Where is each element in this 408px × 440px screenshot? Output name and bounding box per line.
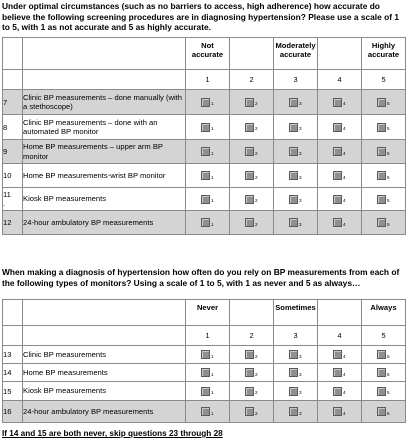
scale-number-4: 4 [318, 326, 362, 346]
checkbox-square-icon[interactable] [333, 368, 342, 377]
checkbox-square-icon[interactable] [201, 147, 210, 156]
rating-value: 3 [298, 353, 302, 359]
rating-value: 2 [254, 353, 258, 359]
rating-value: 4 [342, 198, 346, 204]
checkbox-square-icon[interactable] [377, 350, 386, 359]
scale-number-2: 2 [230, 70, 274, 90]
checkbox-square-icon[interactable] [201, 218, 210, 227]
rating-cell [230, 164, 274, 188]
rating-cell [274, 115, 318, 140]
scale-number-4: 4 [318, 70, 362, 90]
checkbox-square-icon[interactable] [289, 368, 298, 377]
blank-cell [23, 38, 186, 70]
rating-value: 1 [210, 410, 214, 416]
rating-cell [274, 364, 318, 382]
rating-cell [274, 188, 318, 211]
checkbox-square-icon[interactable] [289, 407, 298, 416]
question-label: Kiosk BP measurements [23, 382, 186, 401]
rating-cell [230, 188, 274, 211]
rating-cell [362, 401, 406, 423]
checkbox-square-icon[interactable] [333, 195, 342, 204]
rating-cell [362, 364, 406, 382]
rating-value: 4 [342, 174, 346, 180]
rating-cell [318, 164, 362, 188]
rating-cell [274, 211, 318, 235]
scale-number-row [3, 326, 406, 346]
rating-cell [274, 346, 318, 364]
scale-number-row [3, 70, 406, 90]
rating-value: 3 [298, 174, 302, 180]
question-row [3, 164, 406, 188]
question-number: 14 [3, 364, 23, 382]
rating-value: 1 [210, 390, 214, 396]
blank-cell [3, 300, 23, 326]
scale-number-1: 1 [186, 326, 230, 346]
rating-value: 2 [254, 126, 258, 132]
rating-cell [230, 211, 274, 235]
rating-value: 5 [386, 198, 390, 204]
rating-value: 3 [298, 390, 302, 396]
rating-value: 2 [254, 198, 258, 204]
rating-value: 3 [298, 371, 302, 377]
checkbox-square-icon[interactable] [333, 147, 342, 156]
checkbox-square-icon[interactable] [245, 387, 254, 396]
rating-cell [362, 90, 406, 115]
checkbox-square-icon[interactable] [333, 387, 342, 396]
checkbox-square-icon[interactable] [245, 218, 254, 227]
rating-value: 5 [386, 174, 390, 180]
checkbox-square-icon[interactable] [289, 123, 298, 132]
checkbox-square-icon[interactable] [377, 171, 386, 180]
rating-cell [318, 346, 362, 364]
rating-cell [362, 164, 406, 188]
question-number: 10 [3, 164, 23, 188]
checkbox-square-icon[interactable] [377, 98, 386, 107]
question-row [3, 211, 406, 235]
rating-value: 5 [386, 353, 390, 359]
question-number: 13 [3, 346, 23, 364]
checkbox-square-icon[interactable] [201, 387, 210, 396]
question-number: 15 [3, 382, 23, 401]
rating-value: 5 [386, 101, 390, 107]
rating-value: 4 [342, 390, 346, 396]
question-label: Kiosk BP measurements [23, 188, 186, 211]
rating-cell [274, 164, 318, 188]
rating-value: 1 [210, 174, 214, 180]
rating-cell [186, 164, 230, 188]
question-row [3, 382, 406, 401]
checkbox-square-icon[interactable] [377, 147, 386, 156]
checkbox-square-icon[interactable] [201, 98, 210, 107]
rating-cell [186, 346, 230, 364]
rating-value: 1 [210, 371, 214, 377]
rating-cell [318, 382, 362, 401]
blank-cell [23, 70, 186, 90]
rating-value: 3 [298, 101, 302, 107]
checkbox-square-icon[interactable] [289, 147, 298, 156]
checkbox-square-icon[interactable] [333, 171, 342, 180]
rating-value: 1 [210, 126, 214, 132]
rating-cell [362, 140, 406, 164]
checkbox-square-icon[interactable] [245, 368, 254, 377]
skip-instruction: If 14 and 15 are both never, skip questions 23 through 28 [2, 429, 223, 438]
rating-cell [318, 188, 362, 211]
question-number: 12 [3, 211, 23, 235]
blank-cell [23, 326, 186, 346]
checkbox-square-icon[interactable] [245, 98, 254, 107]
checkbox-square-icon[interactable] [201, 171, 210, 180]
rating-cell [274, 90, 318, 115]
question-label: Home BP measurements [23, 364, 186, 382]
rating-cell [230, 90, 274, 115]
question-label: Clinic BP measurements – done with an automated BP monitor [23, 115, 186, 140]
rating-value: 1 [210, 353, 214, 359]
scale-number-1: 1 [186, 70, 230, 90]
rating-value: 1 [210, 150, 214, 156]
rating-value: 5 [386, 390, 390, 396]
rating-value: 2 [254, 101, 258, 107]
rating-cell [362, 382, 406, 401]
checkbox-square-icon[interactable] [333, 407, 342, 416]
scale-number-5: 5 [362, 326, 406, 346]
rating-value: 5 [386, 410, 390, 416]
checkbox-square-icon[interactable] [289, 195, 298, 204]
question-row [3, 364, 406, 382]
rating-cell [186, 90, 230, 115]
rating-cell [186, 382, 230, 401]
rating-value: 5 [386, 126, 390, 132]
scale-number-3: 3 [274, 70, 318, 90]
question-reliance: When making a diagnosis of hypertension how often do you rely on BP measurements from each of the following types of monitors? Using a scale of 1 to 5, with 1 as never and 5 as always… [2, 267, 400, 288]
checkbox-square-icon[interactable] [245, 407, 254, 416]
question-number: 16 [3, 401, 23, 423]
checkbox-square-icon[interactable] [201, 350, 210, 359]
checkbox-square-icon[interactable] [289, 171, 298, 180]
scale-header-3: Sometimes [274, 300, 318, 326]
checkbox-square-icon[interactable] [333, 218, 342, 227]
checkbox-square-icon[interactable] [245, 195, 254, 204]
rating-cell [362, 115, 406, 140]
rating-cell [274, 382, 318, 401]
scale-header-4 [318, 300, 362, 326]
question-label: 24-hour ambulatory BP measurements [23, 211, 186, 235]
rating-value: 2 [254, 371, 258, 377]
rating-cell [318, 90, 362, 115]
rating-cell [230, 140, 274, 164]
rating-cell [230, 346, 274, 364]
question-number: 11 . [3, 188, 23, 211]
blank-cell [23, 300, 186, 326]
rating-cell [318, 401, 362, 423]
rating-value: 1 [210, 198, 214, 204]
rating-cell [186, 211, 230, 235]
scale-header-5: Always [362, 300, 406, 326]
checkbox-square-icon[interactable] [201, 368, 210, 377]
checkbox-square-icon[interactable] [201, 123, 210, 132]
rating-cell [318, 211, 362, 235]
checkbox-square-icon[interactable] [289, 387, 298, 396]
rating-value: 5 [386, 150, 390, 156]
question-row [3, 90, 406, 115]
checkbox-square-icon[interactable] [333, 98, 342, 107]
rating-value: 2 [254, 390, 258, 396]
checkbox-square-icon[interactable] [377, 387, 386, 396]
checkbox-square-icon[interactable] [201, 407, 210, 416]
rating-value: 1 [210, 101, 214, 107]
question-label: Clinic BP measurements [23, 346, 186, 364]
rating-value: 3 [298, 126, 302, 132]
question-number: 9 [3, 140, 23, 164]
scale-header-row [3, 300, 406, 326]
question-row [3, 401, 406, 423]
checkbox-square-icon[interactable] [245, 171, 254, 180]
scale-header-5: Highly accurate [362, 38, 406, 70]
rating-value: 4 [342, 150, 346, 156]
rating-value: 4 [342, 126, 346, 132]
checkbox-square-icon[interactable] [201, 195, 210, 204]
question-label: Home BP measurements – upper arm BP monitor [23, 140, 186, 164]
rating-cell [362, 211, 406, 235]
question-label: Clinic BP measurements – done manually (with a stethoscope) [23, 90, 186, 115]
checkbox-square-icon[interactable] [245, 147, 254, 156]
rating-value: 1 [210, 221, 214, 227]
question-row [3, 140, 406, 164]
checkbox-square-icon[interactable] [377, 123, 386, 132]
rating-value: 4 [342, 353, 346, 359]
checkbox-square-icon[interactable] [333, 350, 342, 359]
rating-cell [318, 140, 362, 164]
rating-cell [274, 140, 318, 164]
rating-cell [362, 346, 406, 364]
scale-header-4 [318, 38, 362, 70]
rating-cell [230, 401, 274, 423]
question-accuracy: Under optimal circumstances (such as no barriers to access, high adherence) how accurate do believe the following screening procedures are in diagnosing hypertension? Please use a scale of 1 to 5, with 1 as not accurate and 5 as highly accurate. [2, 1, 399, 33]
rating-value: 2 [254, 410, 258, 416]
accuracy-rating-table [2, 37, 406, 235]
checkbox-square-icon[interactable] [377, 368, 386, 377]
question-row [3, 115, 406, 140]
rating-value: 4 [342, 410, 346, 416]
checkbox-square-icon[interactable] [377, 218, 386, 227]
blank-cell [3, 70, 23, 90]
rating-value: 4 [342, 371, 346, 377]
checkbox-square-icon[interactable] [377, 195, 386, 204]
checkbox-square-icon[interactable] [245, 123, 254, 132]
rating-value: 3 [298, 198, 302, 204]
rating-cell [186, 188, 230, 211]
rating-value: 2 [254, 174, 258, 180]
rating-value: 2 [254, 150, 258, 156]
rating-cell [318, 364, 362, 382]
question-number: 8 [3, 115, 23, 140]
rating-value: 4 [342, 101, 346, 107]
scale-number-5: 5 [362, 70, 406, 90]
scale-header-2 [230, 300, 274, 326]
rating-value: 3 [298, 221, 302, 227]
scale-header-2 [230, 38, 274, 70]
rating-cell [274, 401, 318, 423]
checkbox-square-icon[interactable] [377, 407, 386, 416]
rating-cell [186, 364, 230, 382]
checkbox-square-icon[interactable] [289, 98, 298, 107]
rating-cell [318, 115, 362, 140]
question-label: 24-hour ambulatory BP measurements [23, 401, 186, 423]
scale-header-row [3, 38, 406, 70]
rating-value: 5 [386, 221, 390, 227]
question-label: Home BP measurements-wrist BP monitor [23, 164, 186, 188]
rating-value: 2 [254, 221, 258, 227]
scale-header-1: Not accurate [186, 38, 230, 70]
rating-cell [230, 115, 274, 140]
rating-cell [230, 364, 274, 382]
scale-header-3: Moderately accurate [274, 38, 318, 70]
rating-value: 5 [386, 371, 390, 377]
checkbox-square-icon[interactable] [289, 218, 298, 227]
checkbox-square-icon[interactable] [245, 350, 254, 359]
rating-cell [362, 188, 406, 211]
rating-value: 4 [342, 221, 346, 227]
rating-cell [186, 115, 230, 140]
rating-value: 3 [298, 150, 302, 156]
checkbox-square-icon[interactable] [289, 350, 298, 359]
scale-number-3: 3 [274, 326, 318, 346]
question-row [3, 346, 406, 364]
rating-cell [186, 401, 230, 423]
question-number: 7 [3, 90, 23, 115]
question-row [3, 188, 406, 211]
reliance-rating-table [2, 299, 406, 423]
checkbox-square-icon[interactable] [333, 123, 342, 132]
scale-number-2: 2 [230, 326, 274, 346]
rating-value: 3 [298, 410, 302, 416]
blank-cell [3, 38, 23, 70]
blank-cell [3, 326, 23, 346]
rating-cell [186, 140, 230, 164]
rating-cell [230, 382, 274, 401]
scale-header-1: Never [186, 300, 230, 326]
